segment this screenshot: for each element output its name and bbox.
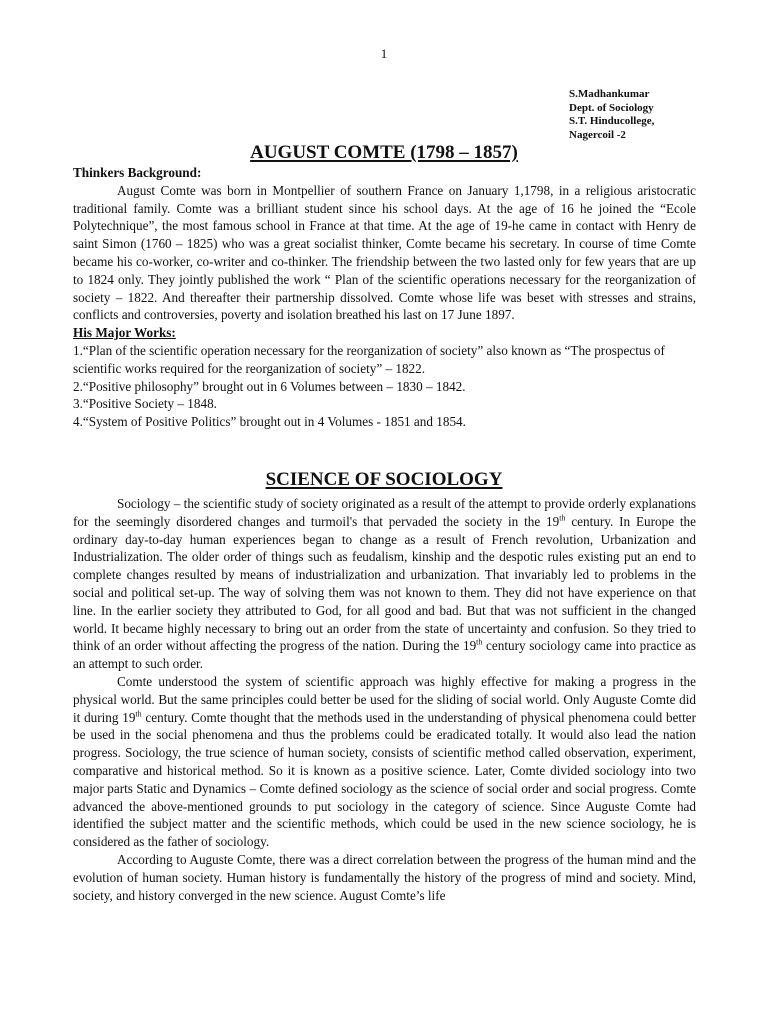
p2-part-a: Comte understood the system of scientific approach was highly effective for making a progress in the physical world. But the same principles could better be used for the sliding of social world. Only Auguste Comte did it during 19 — [73, 673, 696, 725]
p1-part-c: century sociology came into practice as an attempt to such order. — [73, 638, 697, 672]
page-title-text: AUGUST COMTE (1798 – 1857) — [250, 142, 518, 163]
sociology-section — [73, 495, 696, 904]
author-city: Nagercoil -2 — [569, 128, 626, 141]
p2-superscript: th — [135, 709, 142, 719]
p1-part-b: century. In Europe the ordinary day-to-day human experiences began to change as a result of French revolution, Urbanization and Industrialization. The older order of things such as feudalism, kinship and the despotic rules existing put an end to complete changes resulted by means of industrialization and urbanization. That invariably led to problems in the social and political set-up. The way of solving them was not known to them. They did not have experience on that line. In the earlier society they attributed to God, for all good and bad. But that was not sufficient in the changed world. It became highly necessary to bring out an order from the state of uncertainty and confusion. So they tried to think of an order without affecting the progress of the nation. During the 19 — [73, 513, 697, 654]
works-item-2: 2.“Positive philosophy” brought out in 6 Volumes between – 1830 – 1842. — [73, 378, 466, 394]
background-paragraph: August Comte was born in Montpellier of southern France on January 1,1798, in a religious aristocratic traditional family. Comte was a brilliant student since his school days. At the age of 16 he joined the “Ecole Polytechnique”, the most famous school in France at that time. At the age of 19-he came in contact with Henry de saint Simon (1760 – 1825) who was a great socialist thinker, Comte became his secretary. In course of time Comte became his co-worker, co-writer and co-thinker. The friendship between the two lasted only for few years that are up to 1824 only. They jointly published the work “ Plan of the scientific operations necessary for the reorganization of society – 1822. And thereafter their partnership dissolved. Comte whose life was beset with stresses and strains, conflicts and controversies, poverty and isolation breathed his last on 17 June 1897. — [73, 182, 696, 323]
works-item-4: 4.“System of Positive Politics” brought out in 4 Volumes - 1851 and 1854. — [73, 414, 466, 430]
author-name: S.Madhankumar — [569, 88, 650, 100]
works-item-1: 1.“Plan of the scientific operation necessary for the reorganization of society” also known as “The prospectus of scientific works required for the reorganization of society” – 1822. — [73, 342, 665, 376]
sociology-paragraph-3: According to Auguste Comte, there was a direct correlation between the progress of the human mind and the evolution of human society. Human history is fundamentally the history of the progress of mind and society. Mind, society, and history converged in the new science. August Comte’s life — [73, 851, 696, 903]
page-number: 1 — [380, 46, 388, 61]
works-item-3: 3.“Positive Society – 1848. — [73, 396, 217, 412]
sociology-paragraph-1 — [73, 495, 696, 673]
author-dept: Dept. of Sociology — [569, 101, 654, 114]
author-college: S.T. Hinducollege, — [569, 115, 655, 127]
background-heading: Thinkers Background: — [73, 165, 202, 180]
works-heading: His Major Works: — [73, 325, 176, 341]
section-title-text: SCIENCE OF SOCIOLOGY — [265, 469, 503, 490]
p1-superscript: th — [559, 513, 566, 523]
p1-part-a: Sociology – the scientific study of society originated as a result of the attempt to provide orderly explanations for the seemingly disordered changes and turmoil's that pervaded the society in the 19 — [73, 496, 697, 529]
background-section — [73, 164, 696, 431]
sociology-paragraph-2 — [73, 673, 696, 851]
p1-superscript-2: th — [476, 637, 483, 647]
section-title — [0, 469, 768, 491]
page-title — [0, 142, 768, 164]
author-block — [569, 88, 654, 142]
p2-part-b: century. Comte thought that the methods used in the understanding of physical phenomena could better be used in the social phenomena and thus the problems could be eradicated totally. It would also lead the nation progress. Sociology, the true science of human society, consists of scientific method called observation, experiment, comparative and historical method. So it is known as a positive science. Later, Comte divided sociology into two major parts Static and Dynamics – Comte defined sociology as the science of social order and social progress. Comte advanced the above-mentioned grounds to put sociology in the category of science. Since Auguste Comte had identified the subject matter and the scientific methods, which could be used in the new science sociology, he is considered as the father of sociology. — [73, 709, 696, 850]
